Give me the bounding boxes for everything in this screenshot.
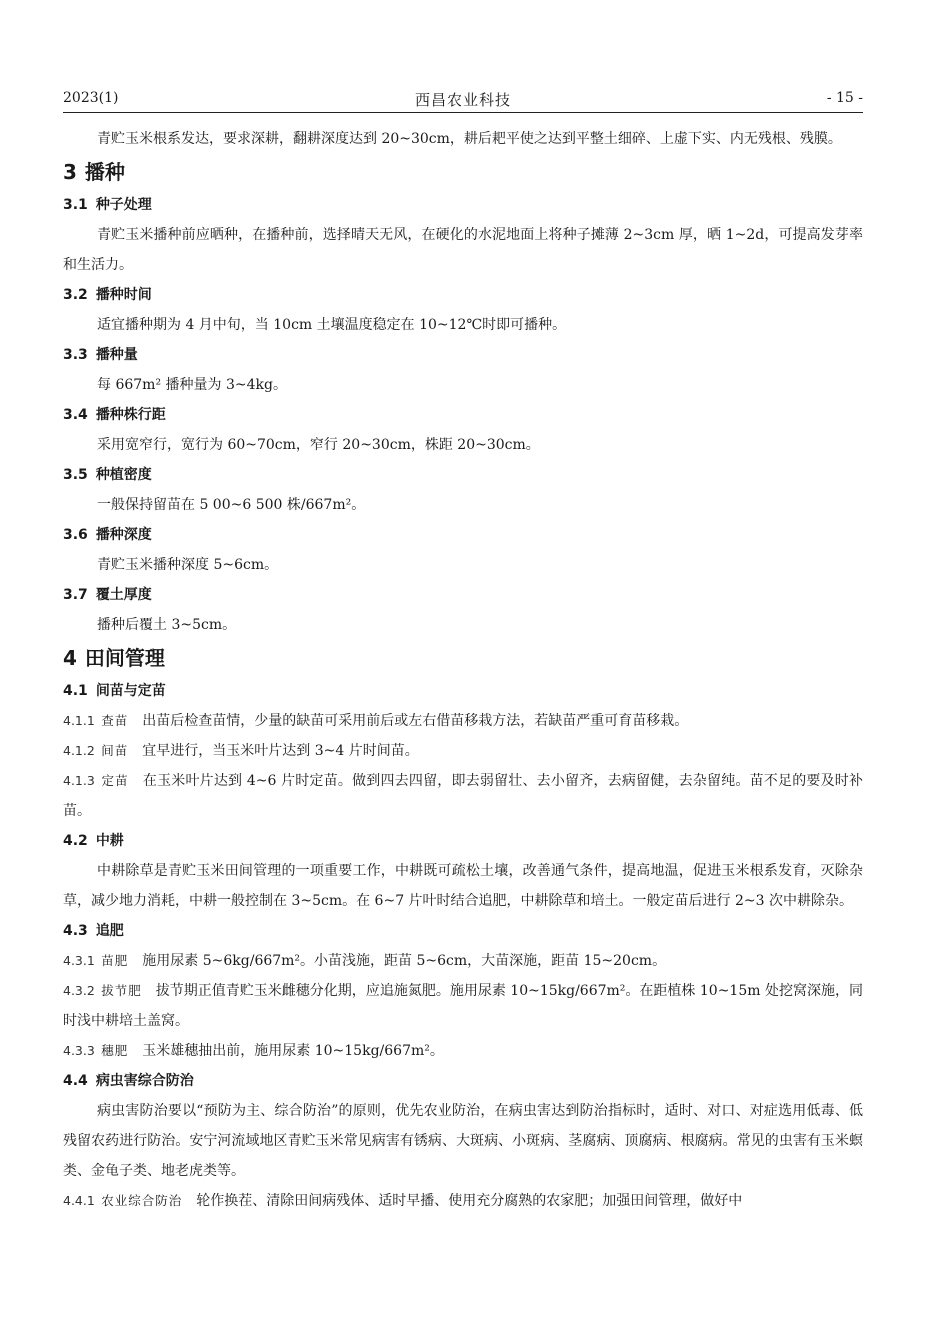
subsection-number: 3.6	[63, 527, 88, 543]
article-body	[63, 124, 863, 1216]
item-text: 轮作换茬、清除田间病残体、适时早播、使用充分腐熟的农家肥；加强田间管理，做好中	[196, 1193, 743, 1209]
subsection-title: 播种量	[95, 347, 138, 363]
item-text: 施用尿素 5~6kg/667m²。小苗浅施，距苗 5~6cm，大苗深施，距苗 15~20cm。	[142, 953, 667, 969]
section-4-heading	[63, 640, 863, 676]
subsection-4-4-text: 病虫害防治要以“预防为主、综合防治”的原则，优先农业防治，在病虫害达到防治指标时，适时、对口、对症选用低毒、低残留农药进行防治。安宁河流域地区青贮玉米常见病害有锈病、大斑病、小斑病、茎腐病、顶腐病、根腐病。常见的虫害有玉米螟类、金龟子类、地老虎类等。	[63, 1103, 863, 1179]
subsection-4-3-heading	[63, 916, 863, 946]
subsection-number: 3.2	[63, 287, 88, 303]
subsection-number: 3.3	[63, 347, 88, 363]
item-4-1-2	[63, 736, 863, 766]
subsection-3-4-text: 采用宽窄行，宽行为 60~70cm，窄行 20~30cm，株距 20~30cm。	[97, 437, 540, 453]
subsection-3-4-heading	[63, 400, 863, 430]
subsection-title: 播种深度	[95, 527, 152, 543]
subsection-3-3-heading	[63, 340, 863, 370]
subsection-number: 4.1	[63, 683, 88, 699]
section-title: 田间管理	[84, 646, 165, 670]
item-number: 4.1.3	[63, 773, 95, 788]
item-name: 间苗	[101, 743, 129, 758]
item-text: 玉米雄穗抽出前，施用尿素 10~15kg/667m²。	[142, 1043, 444, 1059]
subsection-number: 3.4	[63, 407, 88, 423]
subsection-number: 3.1	[63, 197, 88, 213]
subsection-title: 间苗与定苗	[95, 683, 166, 699]
subsection-number: 4.4	[63, 1073, 88, 1089]
item-name: 苗肥	[101, 953, 129, 968]
item-name: 查苗	[101, 713, 129, 728]
item-name: 穗肥	[101, 1043, 129, 1058]
section-number: 4	[63, 646, 77, 670]
item-4-3-3	[63, 1036, 863, 1066]
item-name: 定苗	[101, 773, 129, 788]
subsection-3-1-text: 青贮玉米播种前应晒种，在播种前，选择晴天无风，在硬化的水泥地面上将种子摊薄 2~3cm 厚，晒 1~2d，可提高发芽率和生活力。	[63, 227, 863, 273]
subsection-title: 播种时间	[95, 287, 152, 303]
subsection-3-3-text: 每 667m² 播种量为 3~4kg。	[97, 377, 287, 393]
item-number: 4.3.2	[63, 983, 95, 998]
item-4-4-1	[63, 1186, 863, 1216]
subsection-3-7-text: 播种后覆土 3~5cm。	[97, 617, 237, 633]
item-4-3-2	[63, 976, 863, 1036]
subsection-number: 3.5	[63, 467, 88, 483]
item-name: 农业综合防治	[101, 1193, 183, 1208]
item-text: 拔节期正值青贮玉米雌穗分化期，应追施氮肥。施用尿素 10~15kg/667m²。在距植株 10~15m 处挖窝深施，同时浅中耕培土盖窝。	[63, 983, 863, 1029]
subsection-title: 种植密度	[95, 467, 152, 483]
subsection-4-2-heading	[63, 826, 863, 856]
subsection-3-2-heading	[63, 280, 863, 310]
item-text: 在玉米叶片达到 4~6 片时定苗。做到四去四留，即去弱留壮、去小留齐，去病留健，去杂留纯。苗不足的要及时补苗。	[63, 773, 863, 819]
item-4-1-3	[63, 766, 863, 826]
subsection-3-2-text: 适宜播种期为 4 月中旬，当 10cm 土壤温度稳定在 10~12℃时即可播种。	[97, 317, 567, 333]
subsection-title: 覆土厚度	[95, 587, 152, 603]
item-number: 4.1.1	[63, 713, 95, 728]
subsection-number: 4.2	[63, 833, 88, 849]
item-number: 4.4.1	[63, 1193, 95, 1208]
running-header	[63, 86, 863, 113]
subsection-3-6-heading	[63, 520, 863, 550]
subsection-title: 追肥	[95, 923, 124, 939]
item-4-3-1	[63, 946, 863, 976]
intro-paragraph: 青贮玉米根系发达，要求深耕，翻耕深度达到 20~30cm，耕后耙平使之达到平整土细碎、上虚下实、内无残根、残膜。	[97, 131, 842, 147]
item-number: 4.3.3	[63, 1043, 95, 1058]
journal-title: 西昌农业科技	[414, 91, 511, 109]
subsection-3-6-text: 青贮玉米播种深度 5~6cm。	[97, 557, 279, 573]
item-name: 拔节肥	[101, 983, 142, 998]
subsection-title: 病虫害综合防治	[95, 1073, 194, 1089]
subsection-title: 中耕	[95, 833, 124, 849]
item-text: 出苗后检查苗情，少量的缺苗可采用前后或左右借苗移栽方法，若缺苗严重可育苗移栽。	[142, 713, 689, 729]
subsection-3-5-text: 一般保持留苗在 5 00~6 500 株/667m²。	[97, 497, 366, 513]
subsection-title: 种子处理	[95, 197, 152, 213]
subsection-4-4-heading	[63, 1066, 863, 1096]
subsection-4-1-heading	[63, 676, 863, 706]
section-title: 播种	[84, 160, 125, 184]
subsection-4-2-text: 中耕除草是青贮玉米田间管理的一项重要工作，中耕既可疏松土壤，改善通气条件，提高地温，促进玉米根系发育，灭除杂草，减少地力消耗，中耕一般控制在 3~5cm。在 6~7 片叶时结合追肥，中耕除草和培土。一般定苗后进行 2~3 次中耕除杂。	[63, 863, 863, 909]
subsection-3-5-heading	[63, 460, 863, 490]
item-text: 宜早进行，当玉米叶片达到 3~4 片时间苗。	[142, 743, 419, 759]
item-number: 4.1.2	[63, 743, 95, 758]
subsection-3-1-heading	[63, 190, 863, 220]
item-4-1-1	[63, 706, 863, 736]
page-number: - 15 -	[826, 90, 863, 106]
section-3-heading	[63, 154, 863, 190]
subsection-title: 播种株行距	[95, 407, 166, 423]
subsection-3-7-heading	[63, 580, 863, 610]
subsection-number: 3.7	[63, 587, 88, 603]
item-number: 4.3.1	[63, 953, 95, 968]
issue-number: 2023(1)	[63, 90, 119, 106]
section-number: 3	[63, 160, 77, 184]
subsection-number: 4.3	[63, 923, 88, 939]
